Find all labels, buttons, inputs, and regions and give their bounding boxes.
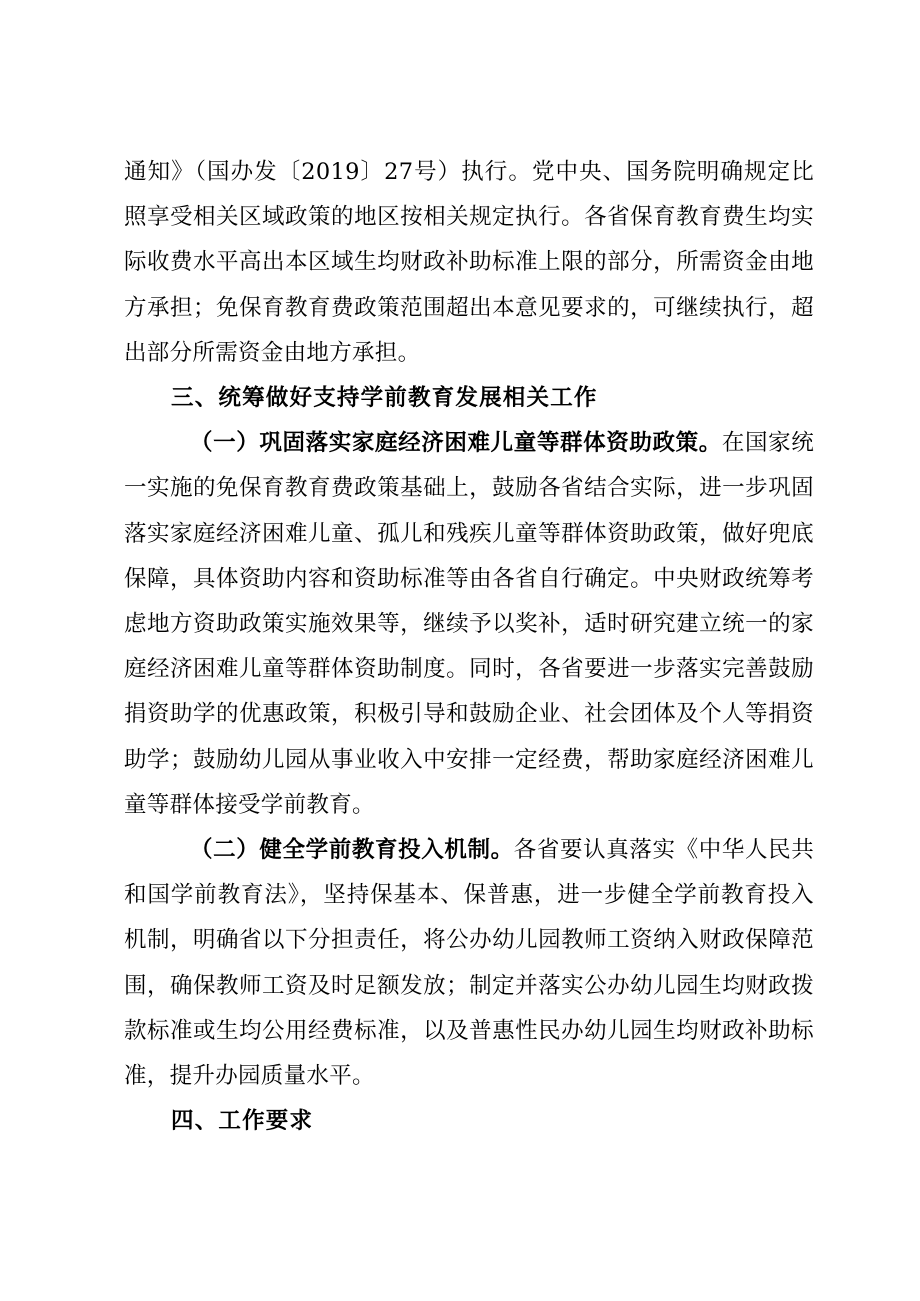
item-1-body: 在国家统一实施的免保育教育费政策基础上，鼓励各省结合实际，进一步巩固落实家庭经济困难儿童、孤儿和残疾儿童等群体资助政策，做好兜底保障，具体资助内容和资助标准等由各省自行确定。中央财政统筹考虑地方资助政策实施效果等，继续予以奖补，适时研究建立统一的家庭经济困难儿童等群体资助制度。同时，各省要进一步落实完善鼓励捐资助学的优惠政策，积极引导和鼓励企业、社会团体及个人等捐资助学；鼓励幼儿园从事业收入中安排一定经费，帮助家庭经济困难儿童等群体接受学前教育。 bbox=[124, 430, 814, 818]
section-heading-3: 三、统筹做好支持学前教育发展相关工作 bbox=[171, 385, 598, 412]
paragraph-continuation: 通知》（国办发〔2019〕27号）执行。党中央、国务院明确规定比照享受相关区域政策的地区按相关规定执行。各省保育教育费生均实际收费水平高出本区域生均财政补助标准上限的部分，所需资金由地方承担；免保育教育费政策范围超出本意见要求的，可继续执行，超出部分所需资金由地方承担。 bbox=[124, 159, 814, 366]
item-2-body: 各省要认真落实《中华人民共和国学前教育法》，坚持保基本、保普惠，进一步健全学前教育投入机制，明确省以下分担责任，将公办幼儿园教师工资纳入财政保障范围，确保教师工资及时足额发放；制定并落实公办幼儿园生均财政拨款标准或生均公用经费标准，以及普惠性民办幼儿园生均财政补助标准，提升办园质量水平。 bbox=[124, 837, 814, 1090]
section-heading-4: 四、工作要求 bbox=[171, 1108, 314, 1135]
item-1-title: （一）巩固落实家庭经济困难儿童等群体资助政策。 bbox=[190, 430, 722, 457]
item-2-title: （二）健全学前教育投入机制。 bbox=[190, 837, 514, 864]
document-body bbox=[124, 150, 814, 1144]
paragraph-item-2 bbox=[124, 828, 814, 1099]
paragraph-item-1 bbox=[124, 421, 814, 828]
